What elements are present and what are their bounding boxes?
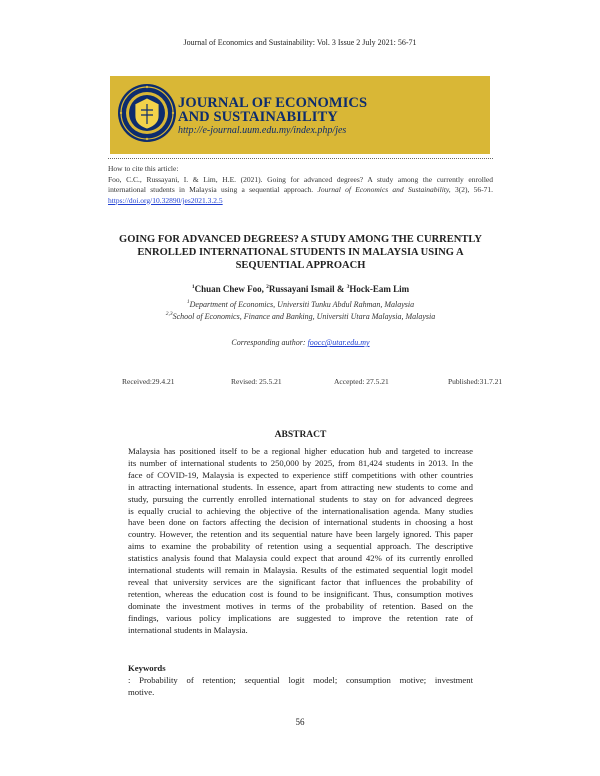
abstract-line: have been done on factors affecting the decision of international students in choosing a host xyxy=(128,517,473,528)
keywords-label: Keywords xyxy=(128,663,166,673)
abstract-line: is equally crucial to achieving the objective of the internationalisation agenda. Many studies xyxy=(128,505,473,516)
running-head: Journal of Economics and Sustainability: Vol. 3 Issue 2 July 2021: 56-71 xyxy=(183,38,417,47)
citation-line1: Foo, C.C., Russayani, I. & Lim, H.E. (2021). Going for advanced degrees? A study among the currently enrolled xyxy=(108,174,493,184)
date-published: Published:31.7.21 xyxy=(448,377,503,386)
date-revised: Revised: 25.5.21 xyxy=(231,377,282,386)
affiliation-1: $^1$Department of Economics, Universiti Tunku Abdul Rahman, Malaysia xyxy=(186,299,415,309)
abstract-line: Malaysia has positioned itself to be a regional higher education hub and targeted to increase xyxy=(128,446,473,456)
corresponding-email-link[interactable]: foocc@utar.edu.my xyxy=(307,338,370,347)
article-title xyxy=(108,233,493,272)
date-received: Received:29.4.21 xyxy=(122,377,175,386)
abstract-line: findings, various policy implications are suggested to improve the retention rate of xyxy=(128,612,473,623)
author-list: $^1$Chuan Chew Foo, $^2$Russayani Ismail & $^3$Hock-Eam Lim xyxy=(191,284,410,294)
abstract-line: statistics analysis found that Malaysia could expect that around 42% of its currently enrolled xyxy=(128,553,473,564)
abstract-line: reveal that university services are the significant factor that influences the probability of xyxy=(128,576,473,587)
banner-title-line2: AND SUSTAINABILITY xyxy=(178,109,338,125)
author-3: Hock-Eam Lim xyxy=(349,284,410,294)
corresponding-author xyxy=(108,338,493,347)
date-accepted: Accepted: 27.5.21 xyxy=(334,377,389,386)
affiliation-2: $^{2,3}$School of Economics, Finance and Banking, Universiti Utara Malaysia, Malaysia xyxy=(165,311,436,321)
abstract-heading: ABSTRACT xyxy=(274,430,327,440)
citation-block xyxy=(108,164,493,206)
title-line2: ENROLLED INTERNATIONAL STUDENTS IN MALAYSIA USING A xyxy=(137,247,464,258)
doi-link[interactable]: https://doi.org/10.32890/jes2021.3.2.5 xyxy=(108,195,223,205)
citation-label: How to cite this article: xyxy=(108,164,179,173)
abstract-line: international students will remain in Malaysia. Results of the estimated sequential logit model xyxy=(128,565,473,576)
banner-title xyxy=(178,96,367,124)
citation-journal: Journal of Economics and Sustainability, xyxy=(317,185,451,194)
abstract-line: dominate the investment motives in terms of the probability of retention. Based on the xyxy=(128,600,473,611)
abstract-line: aims to examine the probability of retention using a sequential approach. The descriptive xyxy=(128,541,473,552)
banner-title-line1: JOURNAL OF ECONOMICS xyxy=(178,95,368,111)
keywords-line1: Keywords : Probability of retention; sequential logit model; consumption motive; investment xyxy=(128,663,473,685)
corresponding-label: Corresponding author: xyxy=(231,338,306,347)
dotted-divider xyxy=(108,158,493,159)
abstract-line: international students in Malaysia. xyxy=(128,624,248,635)
author-2: Russayani Ismail & xyxy=(268,284,345,294)
title-line3: SEQUENTIAL APPROACH xyxy=(235,260,366,271)
page-number: 56 xyxy=(295,717,305,727)
abstract-line: country. However, the retention and its sequential nature have been largely ignored. This paper xyxy=(128,529,473,540)
abstract-line: its number of international students to 250,000 by 2025, from 81,424 students in 2013. In the xyxy=(128,457,473,468)
abstract-line: retention, whereas the education cost is found to be insignificant. Thus, consumption motives xyxy=(128,588,473,599)
citation-text: international students in Malaysia using a sequential approach. xyxy=(108,185,314,194)
keywords xyxy=(128,663,473,699)
abstract-line: in attracting international students. In essence, apart from attracting new students to come and xyxy=(128,481,473,492)
abstract-line: face of COVID-19, Malaysia is expected to experience stiff competitions with other countries xyxy=(128,469,473,480)
citation-line2 xyxy=(108,185,493,196)
banner-url[interactable]: http://e-journal.uum.edu.my/index.php/jes xyxy=(178,125,347,136)
title-line1: GOING FOR ADVANCED DEGREES? A STUDY AMONG THE CURRENTLY xyxy=(119,234,482,245)
author-1: Chuan Chew Foo, xyxy=(194,284,264,294)
abstract-body xyxy=(128,446,473,637)
university-seal-icon xyxy=(116,82,178,144)
citation-volume: 3(2), 56-71. xyxy=(454,185,493,194)
abstract-line: study, pursuing the currently enrolled international students to stay on for advanced degrees xyxy=(128,493,473,504)
keywords-line2: motive. xyxy=(128,686,155,697)
